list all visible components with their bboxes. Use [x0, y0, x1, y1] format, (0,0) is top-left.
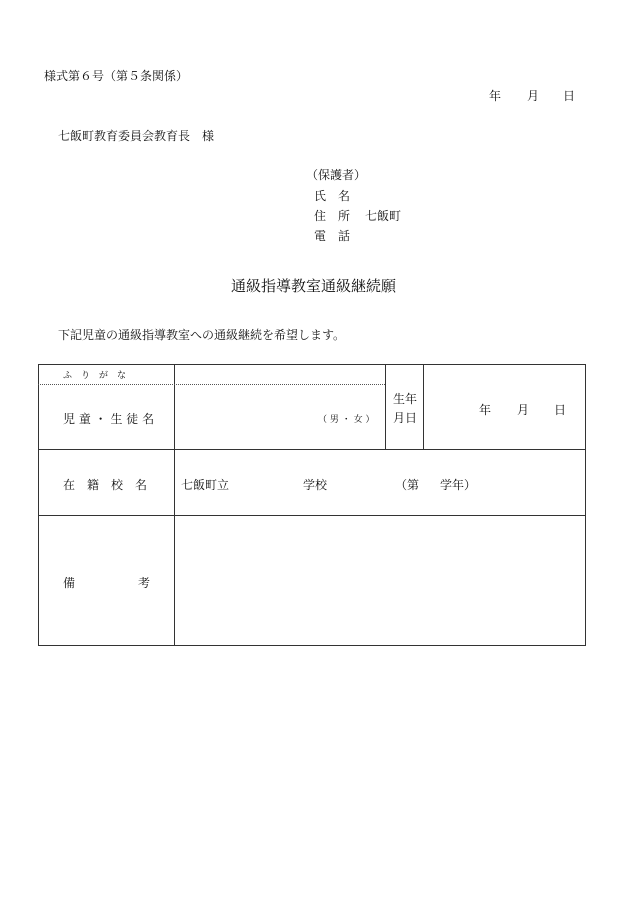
school-suffix: 学校 — [303, 478, 328, 492]
gender-choice[interactable]: （ 男 ・ 女 ） — [318, 415, 375, 425]
birth-day: 日 — [554, 403, 567, 417]
date-day: 日 — [563, 89, 576, 103]
school-prefix: 七飯町立 — [181, 478, 230, 492]
furigana-label: ふ り が な — [63, 371, 127, 381]
date-month: 月 — [527, 89, 540, 103]
guardian-name-label: 氏 名 — [314, 189, 351, 203]
grade-open: （第 — [395, 478, 420, 492]
remarks-label-2: 考 — [138, 576, 151, 590]
remarks-label-1: 備 — [63, 576, 76, 590]
addressee: 七飯町教育委員会教育長 様 — [58, 129, 215, 143]
guardian-address-value: 七飯町 — [365, 209, 402, 223]
form-number: 様式第６号（第５条関係） — [44, 69, 189, 83]
student-name-label: 児 童 ・ 生 徒 名 — [63, 412, 155, 426]
date-year: 年 — [489, 89, 502, 103]
guardian-phone-label: 電 話 — [314, 229, 351, 243]
birth-month: 月 — [517, 403, 530, 417]
school-label: 在 籍 校 名 — [63, 478, 148, 492]
birth-label-2: 月日 — [393, 411, 418, 425]
birth-label-1: 生年 — [393, 392, 418, 406]
guardian-heading: （保護者） — [306, 168, 367, 182]
birth-year: 年 — [479, 403, 492, 417]
guardian-address-label: 住 所 — [314, 209, 351, 223]
document-title: 通級指導教室通級継続願 — [231, 277, 397, 295]
grade-close: 学年） — [440, 478, 477, 492]
statement: 下記児童の通級指導教室への通級継続を希望します。 — [58, 328, 346, 342]
